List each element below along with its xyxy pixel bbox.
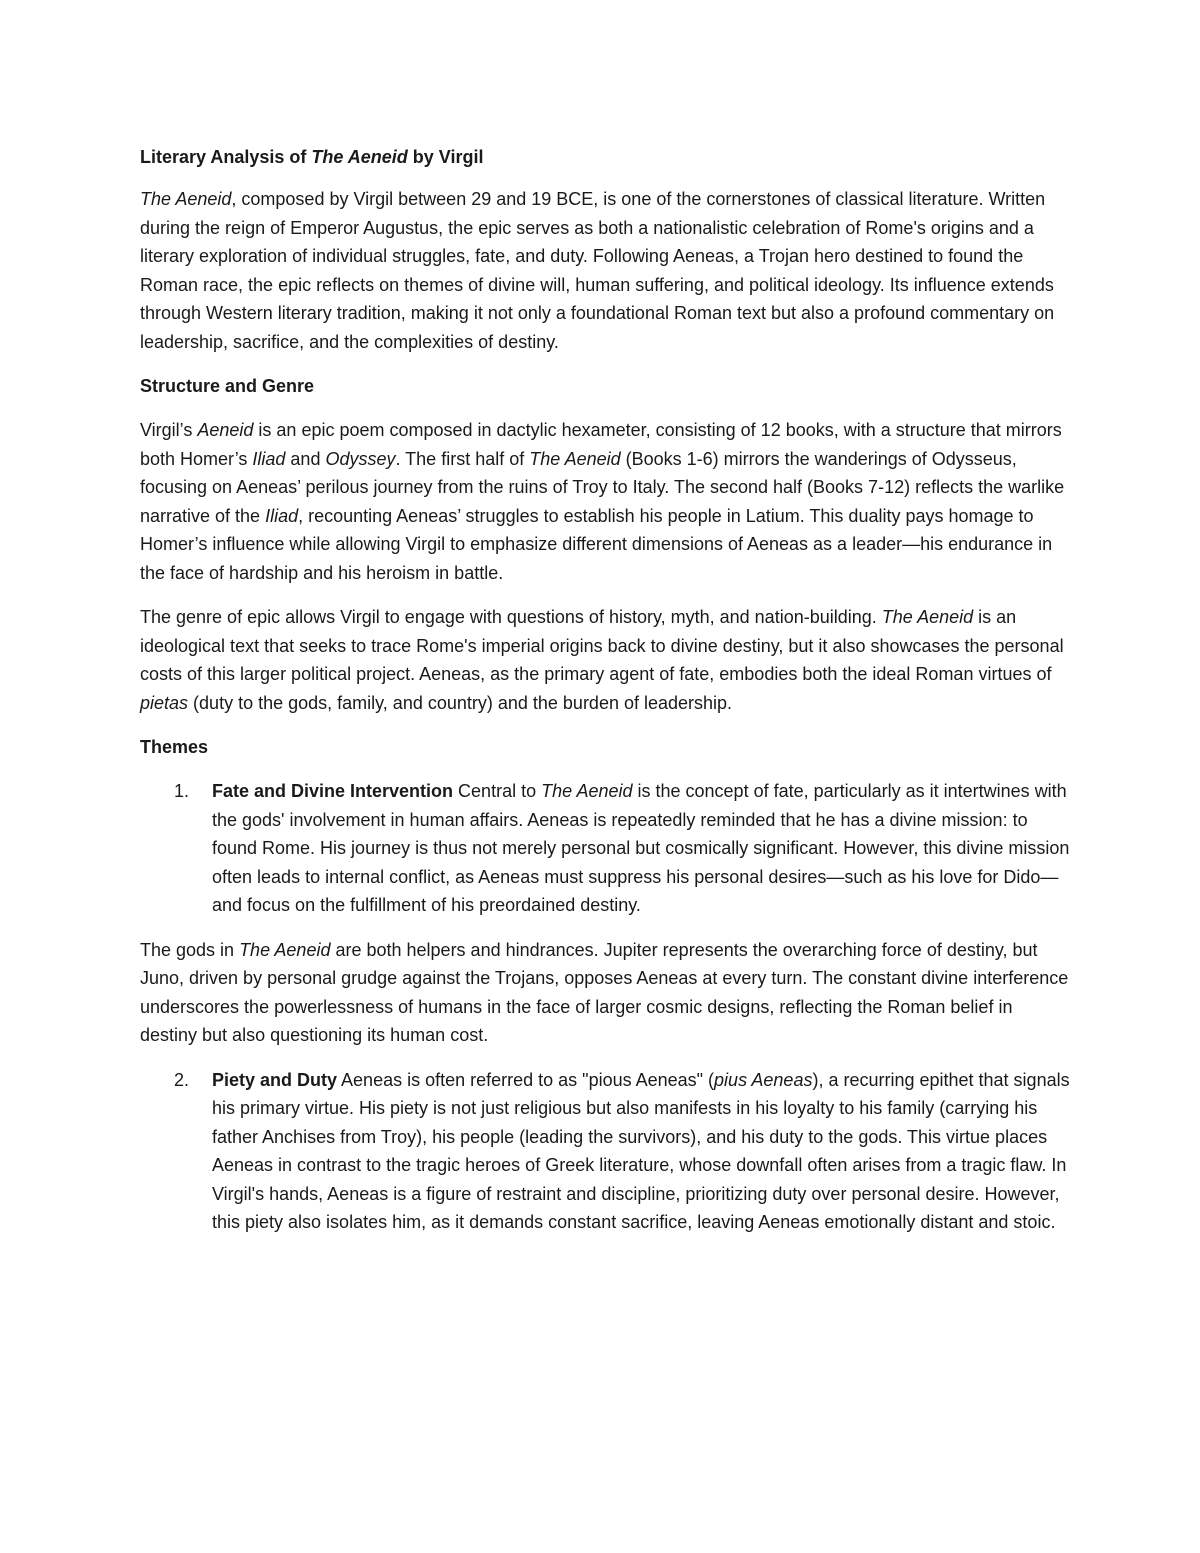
intro-work: The Aeneid: [140, 189, 232, 209]
document-title: [140, 143, 1070, 171]
structure-p2-text-2: is an ideological text that seeks to trace Rome's imperial origins back to divine destiny, but it also showcases the personal costs of this larger political project. Aeneas, as the primary agent of fate, embodies both the ideal Roman virtues of: [140, 607, 1064, 684]
gods-text-1: The gods in: [140, 939, 240, 960]
list-number: 1.: [174, 781, 190, 801]
gods-paragraph: [140, 936, 1070, 1050]
structure-p2-italic-2: pietas: [140, 692, 189, 713]
structure-p1-text-6: , recounting Aeneas’ struggles to establish his people in Latium. This duality pays homage to Homer’s influence while allowing Virgil to emphasize different dimensions of Aeneas as a leader—his endurance in the face of hardship and his heroism in battle.: [140, 505, 1053, 583]
item1-text-1: Central to: [453, 781, 542, 801]
structure-p1-italic-3: Odyssey: [325, 448, 396, 469]
structure-paragraph-2: [140, 603, 1070, 717]
list-item-piety: [140, 1066, 1070, 1237]
themes-heading: Themes: [140, 737, 209, 757]
structure-p2-text-3: (duty to the gods, family, and country) and the burden of leadership.: [188, 692, 733, 713]
list-number: 2.: [174, 1069, 190, 1090]
structure-p1-text-4: . The first half of: [395, 448, 530, 469]
structure-p1-italic-4: The Aeneid: [529, 448, 621, 469]
themes-list-2: [140, 1066, 1070, 1237]
item1-text-2: is the concept of fate, particularly as it intertwines with the gods' involvement in human affairs. Aeneas is repeatedly reminded that he has a divine mission: to found Rome. His journey is thus not merely personal but cosmically significant. However, this divine mission often leads to internal conflict, as Aeneas must suppress his personal desires—such as his love for Dido—and focus on the fulfillment of his preordained destiny.: [212, 781, 1070, 915]
title-suffix: by Virgil: [407, 147, 484, 167]
structure-heading: Structure and Genre: [140, 376, 315, 396]
structure-p1-italic-1: Aeneid: [197, 420, 254, 440]
item2-text-1: Aeneas is often referred to as "pious Aeneas" (: [337, 1069, 715, 1090]
structure-paragraph-1: [140, 416, 1070, 587]
item-lead: Fate and Divine Intervention: [212, 781, 454, 801]
gods-text-2: are both helpers and hindrances. Jupiter represents the overarching force of destiny, but Juno, driven by personal grudge against the Trojans, opposes Aeneas at every turn. The constant divine interference underscores the powerlessness of humans in the face of larger cosmic designs, reflecting the Roman belief in destiny but also questioning its human cost.: [140, 939, 1069, 1045]
intro-text: , composed by Virgil between 29 and 19 BCE, is one of the cornerstones of classical literature. Written during the reign of Emperor Augustus, the epic serves as both a nationalistic celebration of Rome's origins and a literary exploration of individual struggles, fate, and duty. Following Aeneas, a Trojan hero destined to found the Roman race, the epic reflects on themes of divine will, human suffering, and political ideology. Its influence extends through Western literary tradition, making it not only a foundational Roman text but also a profound commentary on leadership, sacrifice, and the complexities of destiny.: [140, 189, 1055, 352]
item2-text-2: ), a recurring epithet that signals his primary virtue. His piety is not just religious but also manifests in his loyalty to his family (carrying his father Anchises from Troy), his people (leading the survivors), and his duty to the gods. This virtue places Aeneas in contrast to the tragic heroes of Greek literature, whose downfall often arises from a tragic flaw. In Virgil's hands, Aeneas is a figure of restraint and discipline, prioritizing duty over personal desire. However, this piety also isolates him, as it demands constant sacrifice, leaving Aeneas emotionally distant and stoic.: [212, 1069, 1070, 1232]
item-lead: Piety and Duty: [212, 1069, 338, 1090]
structure-p1-text-3: and: [285, 448, 326, 469]
themes-list-1: [140, 777, 1070, 920]
structure-p1-text-5: (Books 1-6) mirrors the wanderings of Odysseus, focusing on Aeneas’ perilous journey from the ruins of Troy to Italy. The second half (Books 7-12) reflects the warlike narrative of the: [140, 448, 1065, 526]
title-prefix: Literary Analysis of: [140, 147, 312, 167]
title-work: The Aeneid: [311, 147, 408, 167]
structure-p1-italic-2: Iliad: [252, 448, 286, 469]
structure-p1-text-1: Virgil’s: [140, 420, 198, 440]
structure-p2-italic-1: The Aeneid: [881, 607, 974, 627]
structure-p1-text-2: is an epic poem composed in dactylic hexameter, consisting of 12 books, with a structure that mirrors both Homer’s: [140, 420, 1062, 469]
item1-italic-1: The Aeneid: [541, 781, 633, 801]
structure-p2-text-1: The genre of epic allows Virgil to engage with questions of history, myth, and nation-building.: [140, 607, 882, 627]
intro-paragraph: [140, 185, 1070, 356]
gods-italic-1: The Aeneid: [239, 939, 331, 960]
structure-p1-italic-5: Iliad: [265, 505, 299, 526]
list-item-fate: [140, 777, 1070, 920]
item2-italic-1: pius Aeneas: [714, 1069, 813, 1090]
